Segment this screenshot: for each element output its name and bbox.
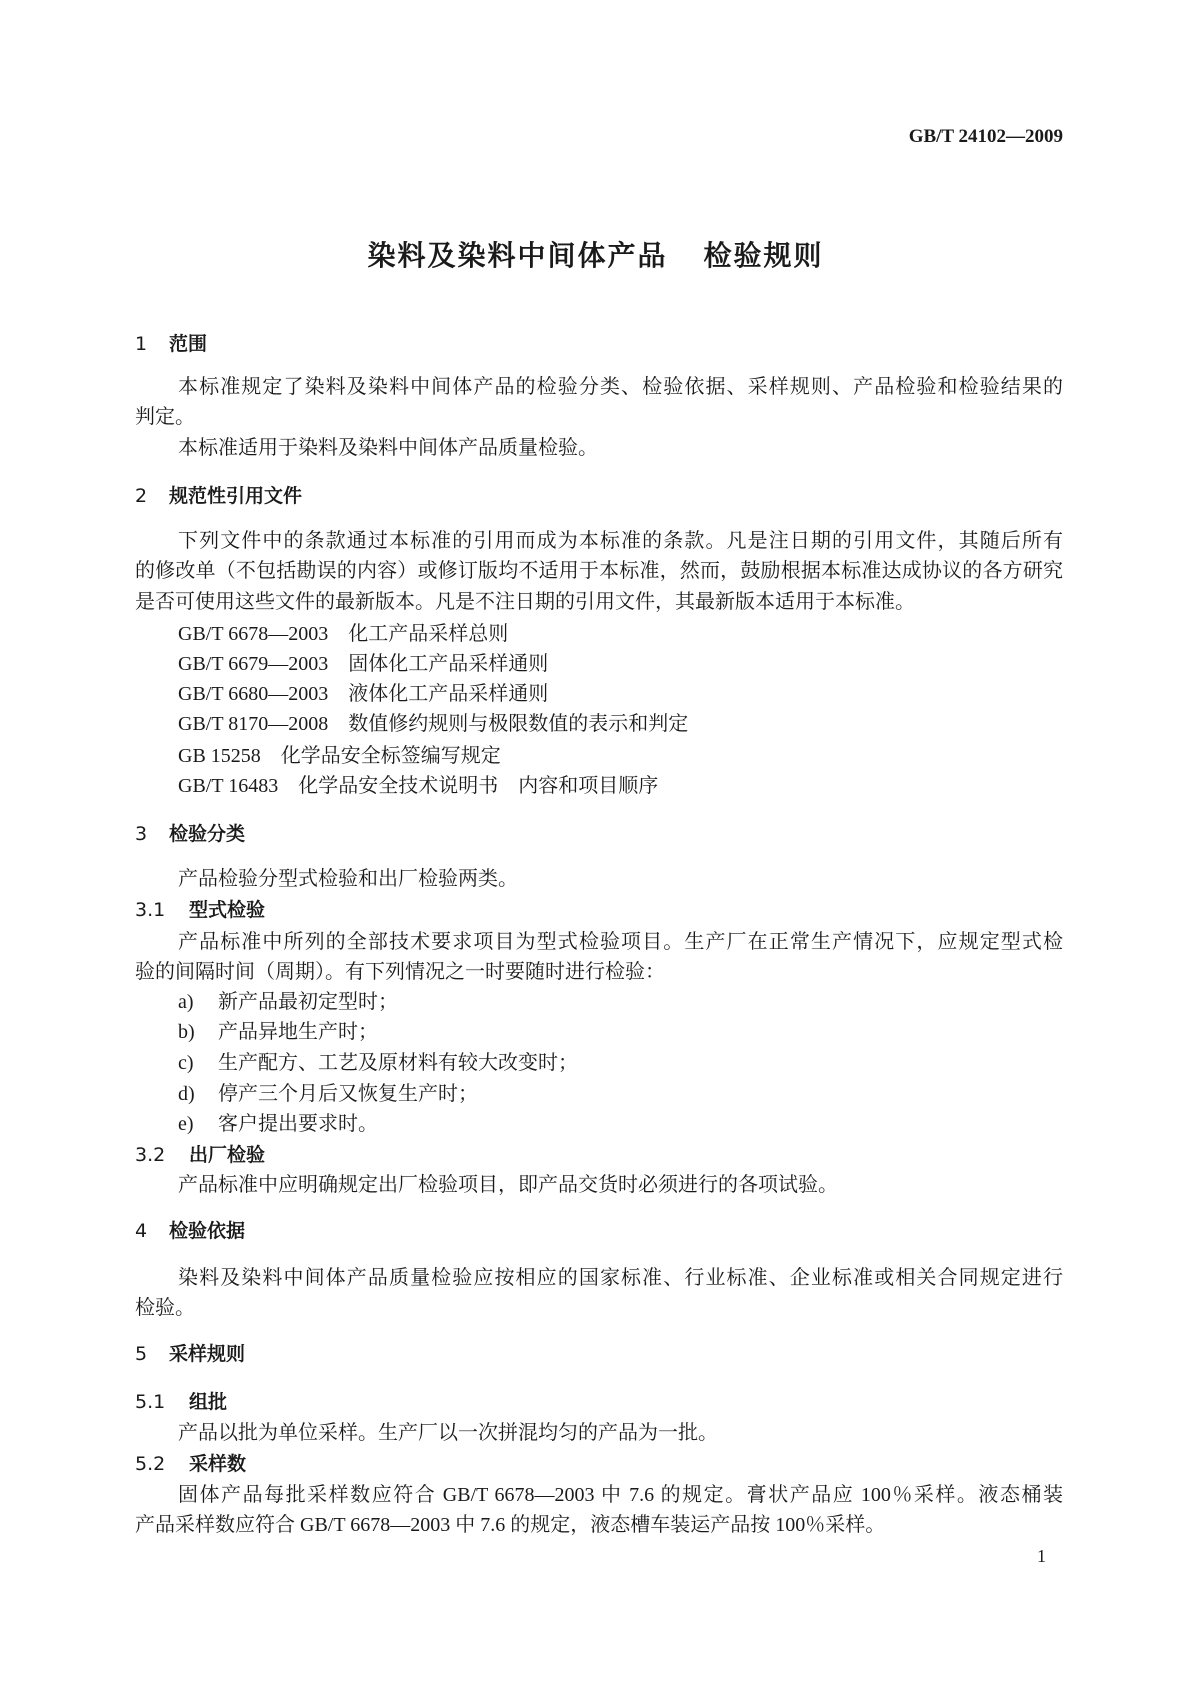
reference-item <box>178 652 548 676</box>
section-title: 采样规则 <box>169 1343 246 1365</box>
section-5-1-heading <box>135 1390 227 1414</box>
reference-name: 化学品安全标签编写规定 <box>280 745 501 767</box>
list-marker: e) <box>178 1113 194 1135</box>
section-number: 3.2 <box>135 1144 166 1166</box>
standard-number: GB/T 24102—2009 <box>908 126 1063 147</box>
list-marker: c) <box>178 1052 194 1074</box>
section-title: 检验分类 <box>169 823 246 845</box>
paragraph-line: 本标准规定了染料及染料中间体产品的检验分类、检验依据、采样规则、产品检验和检验结果的 <box>178 376 1063 398</box>
reference-code: GB/T 6679—2003 <box>178 653 329 675</box>
list-marker: b) <box>178 1021 195 1043</box>
section-title: 规范性引用文件 <box>169 485 303 507</box>
page-number: 1 <box>1037 1546 1046 1566</box>
list-item <box>178 1051 578 1075</box>
paragraph-line: 产品以批为单位采样。生产厂以一次拼混均匀的产品为一批。 <box>178 1422 718 1444</box>
reference-item <box>178 712 688 736</box>
list-marker: a) <box>178 991 194 1013</box>
list-item <box>178 1082 478 1106</box>
paragraph-line: 下列文件中的条款通过本标准的引用而成为本标准的条款。凡是注日期的引用文件，其随后所有 <box>178 530 1063 552</box>
section-3-heading <box>135 822 245 846</box>
reference-name: 数值修约规则与极限数值的表示和判定 <box>348 713 689 735</box>
paragraph-line: 染料及染料中间体产品质量检验应按相应的国家标准、行业标准、企业标准或相关合同规定进行 <box>178 1267 1063 1289</box>
reference-item <box>178 744 501 768</box>
paragraph-line: 本标准适用于染料及染料中间体产品质量检验。 <box>178 437 598 459</box>
section-number: 2 <box>135 485 148 507</box>
reference-code: GB/T 8170—2008 <box>178 713 329 735</box>
reference-name: 化工产品采样总则 <box>348 623 509 645</box>
section-title: 出厂检验 <box>189 1144 266 1166</box>
paragraph-line: 判定。 <box>135 406 195 428</box>
section-5-heading <box>135 1342 245 1366</box>
section-title: 组批 <box>189 1391 228 1413</box>
reference-code: GB 15258 <box>178 745 261 767</box>
paragraph-line: 产品采样数应符合 GB/T 6678—2003 中 7.6 的规定，液态槽车装运产品按 100％采样。 <box>135 1514 886 1536</box>
paragraph-line: 固体产品每批采样数应符合 GB/T 6678—2003 中 7.6 的规定。膏状产品应 100％采样。液态桶装 <box>178 1484 1063 1506</box>
paragraph-line: 的修改单（不包括勘误的内容）或修订版均不适用于本标准，然而，鼓励根据本标准达成协议的各方研究 <box>135 560 1063 582</box>
list-item <box>178 1020 378 1044</box>
list-text: 生产配方、工艺及原材料有较大改变时； <box>218 1052 578 1074</box>
reference-name: 化学品安全技术说明书 内容和项目顺序 <box>298 775 659 797</box>
title-part-1: 染料及染料中间体产品 <box>367 239 668 272</box>
section-number: 1 <box>135 333 148 355</box>
list-item <box>178 990 398 1014</box>
section-title: 范围 <box>169 333 208 355</box>
paragraph-line: 产品标准中所列的全部技术要求项目为型式检验项目。生产厂在正常生产情况下，应规定型式检 <box>178 931 1063 953</box>
section-number: 5.2 <box>135 1453 166 1475</box>
paragraph-line: 是否可使用这些文件的最新版本。凡是不注日期的引用文件，其最新版本适用于本标准。 <box>135 591 915 613</box>
list-marker: d) <box>178 1083 195 1105</box>
section-2-heading <box>135 484 302 508</box>
list-item <box>178 1112 378 1136</box>
paragraph-line: 检验。 <box>135 1297 195 1319</box>
paragraph-line: 产品标准中应明确规定出厂检验项目，即产品交货时必须进行的各项试验。 <box>178 1174 838 1196</box>
list-text: 新产品最初定型时； <box>218 991 398 1013</box>
section-3-1-heading <box>135 898 265 922</box>
section-5-2-heading <box>135 1452 246 1476</box>
section-number: 4 <box>135 1220 148 1242</box>
section-title: 检验依据 <box>169 1220 246 1242</box>
title-part-2: 检验规则 <box>703 239 824 272</box>
paragraph-line: 验的间隔时间（周期）。有下列情况之一时要随时进行检验： <box>135 961 665 983</box>
section-1-heading <box>135 332 207 356</box>
section-number: 3.1 <box>135 899 166 921</box>
list-text: 停产三个月后又恢复生产时； <box>218 1083 478 1105</box>
reference-item <box>178 774 658 798</box>
page-title <box>0 234 1191 274</box>
section-3-2-heading <box>135 1143 265 1167</box>
section-number: 3 <box>135 823 148 845</box>
reference-item <box>178 622 508 646</box>
section-4-heading <box>135 1219 245 1243</box>
reference-code: GB/T 6678—2003 <box>178 623 329 645</box>
section-title: 型式检验 <box>189 899 266 921</box>
list-text: 客户提出要求时。 <box>218 1113 378 1135</box>
section-title: 采样数 <box>189 1453 247 1475</box>
reference-name: 液体化工产品采样通则 <box>348 683 549 705</box>
reference-code: GB/T 6680—2003 <box>178 683 329 705</box>
section-number: 5.1 <box>135 1391 166 1413</box>
reference-code: GB/T 16483 <box>178 775 279 797</box>
section-number: 5 <box>135 1343 148 1365</box>
paragraph-line: 产品检验分型式检验和出厂检验两类。 <box>178 868 518 890</box>
reference-item <box>178 682 548 706</box>
reference-name: 固体化工产品采样通则 <box>348 653 549 675</box>
list-text: 产品异地生产时； <box>218 1021 378 1043</box>
